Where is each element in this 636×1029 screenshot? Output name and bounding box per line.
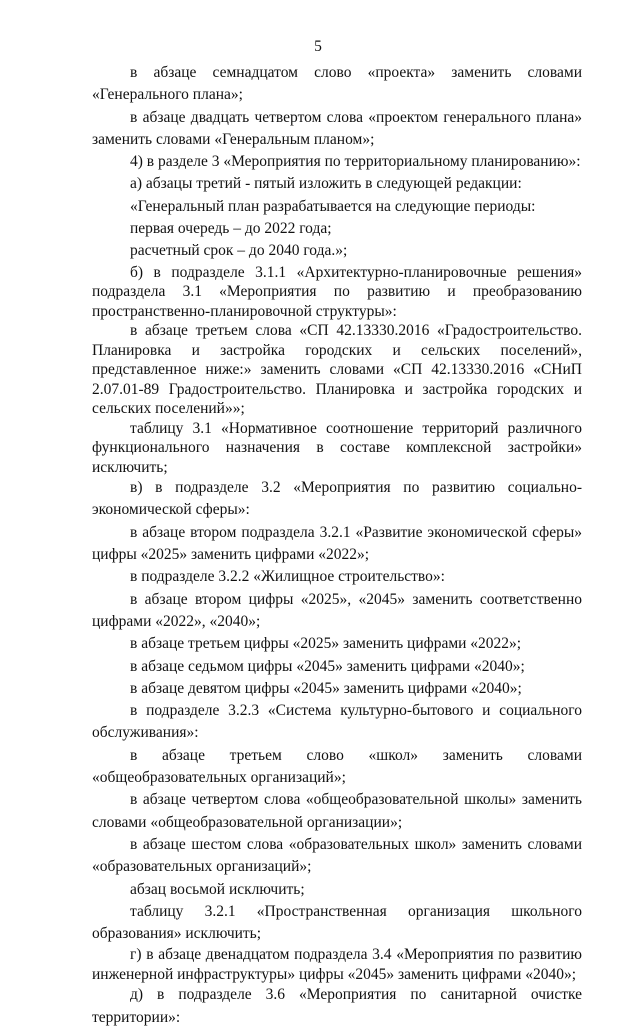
paragraph: в абзаце семнадцатом слово «проекта» заменить словами «Генерального плана»; <box>92 64 582 104</box>
paragraph: «Генеральный план разрабатывается на следующие периоды: <box>130 197 536 215</box>
paragraph: в абзаце двадцать четвертом слова «проектом генерального плана» заменить словами «Генеральным планом»; <box>92 108 582 148</box>
paragraph: в абзаце третьем слова «СП 42.13330.2016 «Градостроительство. Планировка и застройка городских и сельских поселений», представленное ниже:» заменить словами «СП 42.13330.2016 «СНиП 2.07.01-89 Градостроительство. Планировка и застройка городских и сельских поселений»»; <box>92 322 582 418</box>
paragraph: 4) в разделе 3 «Мероприятия по территориальному планированию»: <box>130 153 581 171</box>
paragraph: в абзаце втором цифры «2025», «2045» заменить соответственно цифрами «2022», «2040»; <box>92 590 582 630</box>
paragraph: а) абзацы третий - пятый изложить в следующей редакции: <box>130 175 522 193</box>
paragraph: в подразделе 3.2.3 «Система культурно-бытового и социального обслуживания»: <box>92 702 582 742</box>
paragraph: таблицу 3.1 «Нормативное соотношение территорий различного функционального назначения в составе комплексной застройки» исключить; <box>92 419 582 476</box>
paragraph: первая очередь – до 2022 года; <box>130 220 332 238</box>
paragraph: в абзаце втором подраздела 3.2.1 «Развитие экономической сферы» цифры «2025» заменить цифрами «2022»; <box>92 523 582 564</box>
paragraph: б) в подразделе 3.1.1 «Архитектурно-планировочные решения» подраздела 3.1 «Мероприятия по развитию и преобразованию пространственно-планировочной структуры»: <box>92 263 582 320</box>
paragraph: в подразделе 3.2.2 «Жилищное строительство»: <box>130 568 445 586</box>
paragraph: в абзаце третьем цифры «2025» заменить цифрами «2022»; <box>130 635 522 653</box>
paragraph: в) в подразделе 3.2 «Мероприятия по развитию социально-экономической сферы»: <box>92 479 582 519</box>
paragraph: абзац восьмой исключить; <box>130 880 305 898</box>
page-number: 5 <box>314 38 322 55</box>
paragraph: г) в абзаце двенадцатом подраздела 3.4 «Мероприятия по развитию инженерной инфраструктуры» цифры «2045» заменить цифрами «2040»; <box>92 946 582 983</box>
document-body <box>92 62 582 1029</box>
paragraph: в абзаце седьмом цифры «2045» заменить цифрами «2040»; <box>130 657 525 675</box>
paragraph: в абзаце третьем слово «школ» заменить словами «общеобразовательных организаций»; <box>92 746 582 787</box>
paragraph: в абзаце шестом слова «образовательных школ» заменить словами «образовательных организаций»; <box>92 835 582 876</box>
paragraph: в абзаце четвертом слова «общеобразовательной школы» заменить словами «общеобразовательной организации»; <box>92 791 582 831</box>
paragraph: расчетный срок – до 2040 года.»; <box>130 242 348 260</box>
paragraph: д) в подразделе 3.6 «Мероприятия по санитарной очистке территории»: <box>92 986 582 1026</box>
paragraph: таблицу 3.2.1 «Пространственная организация школьного образования» исключить; <box>92 902 582 943</box>
paragraph: в абзаце девятом цифры «2045» заменить цифрами «2040»; <box>130 679 522 697</box>
